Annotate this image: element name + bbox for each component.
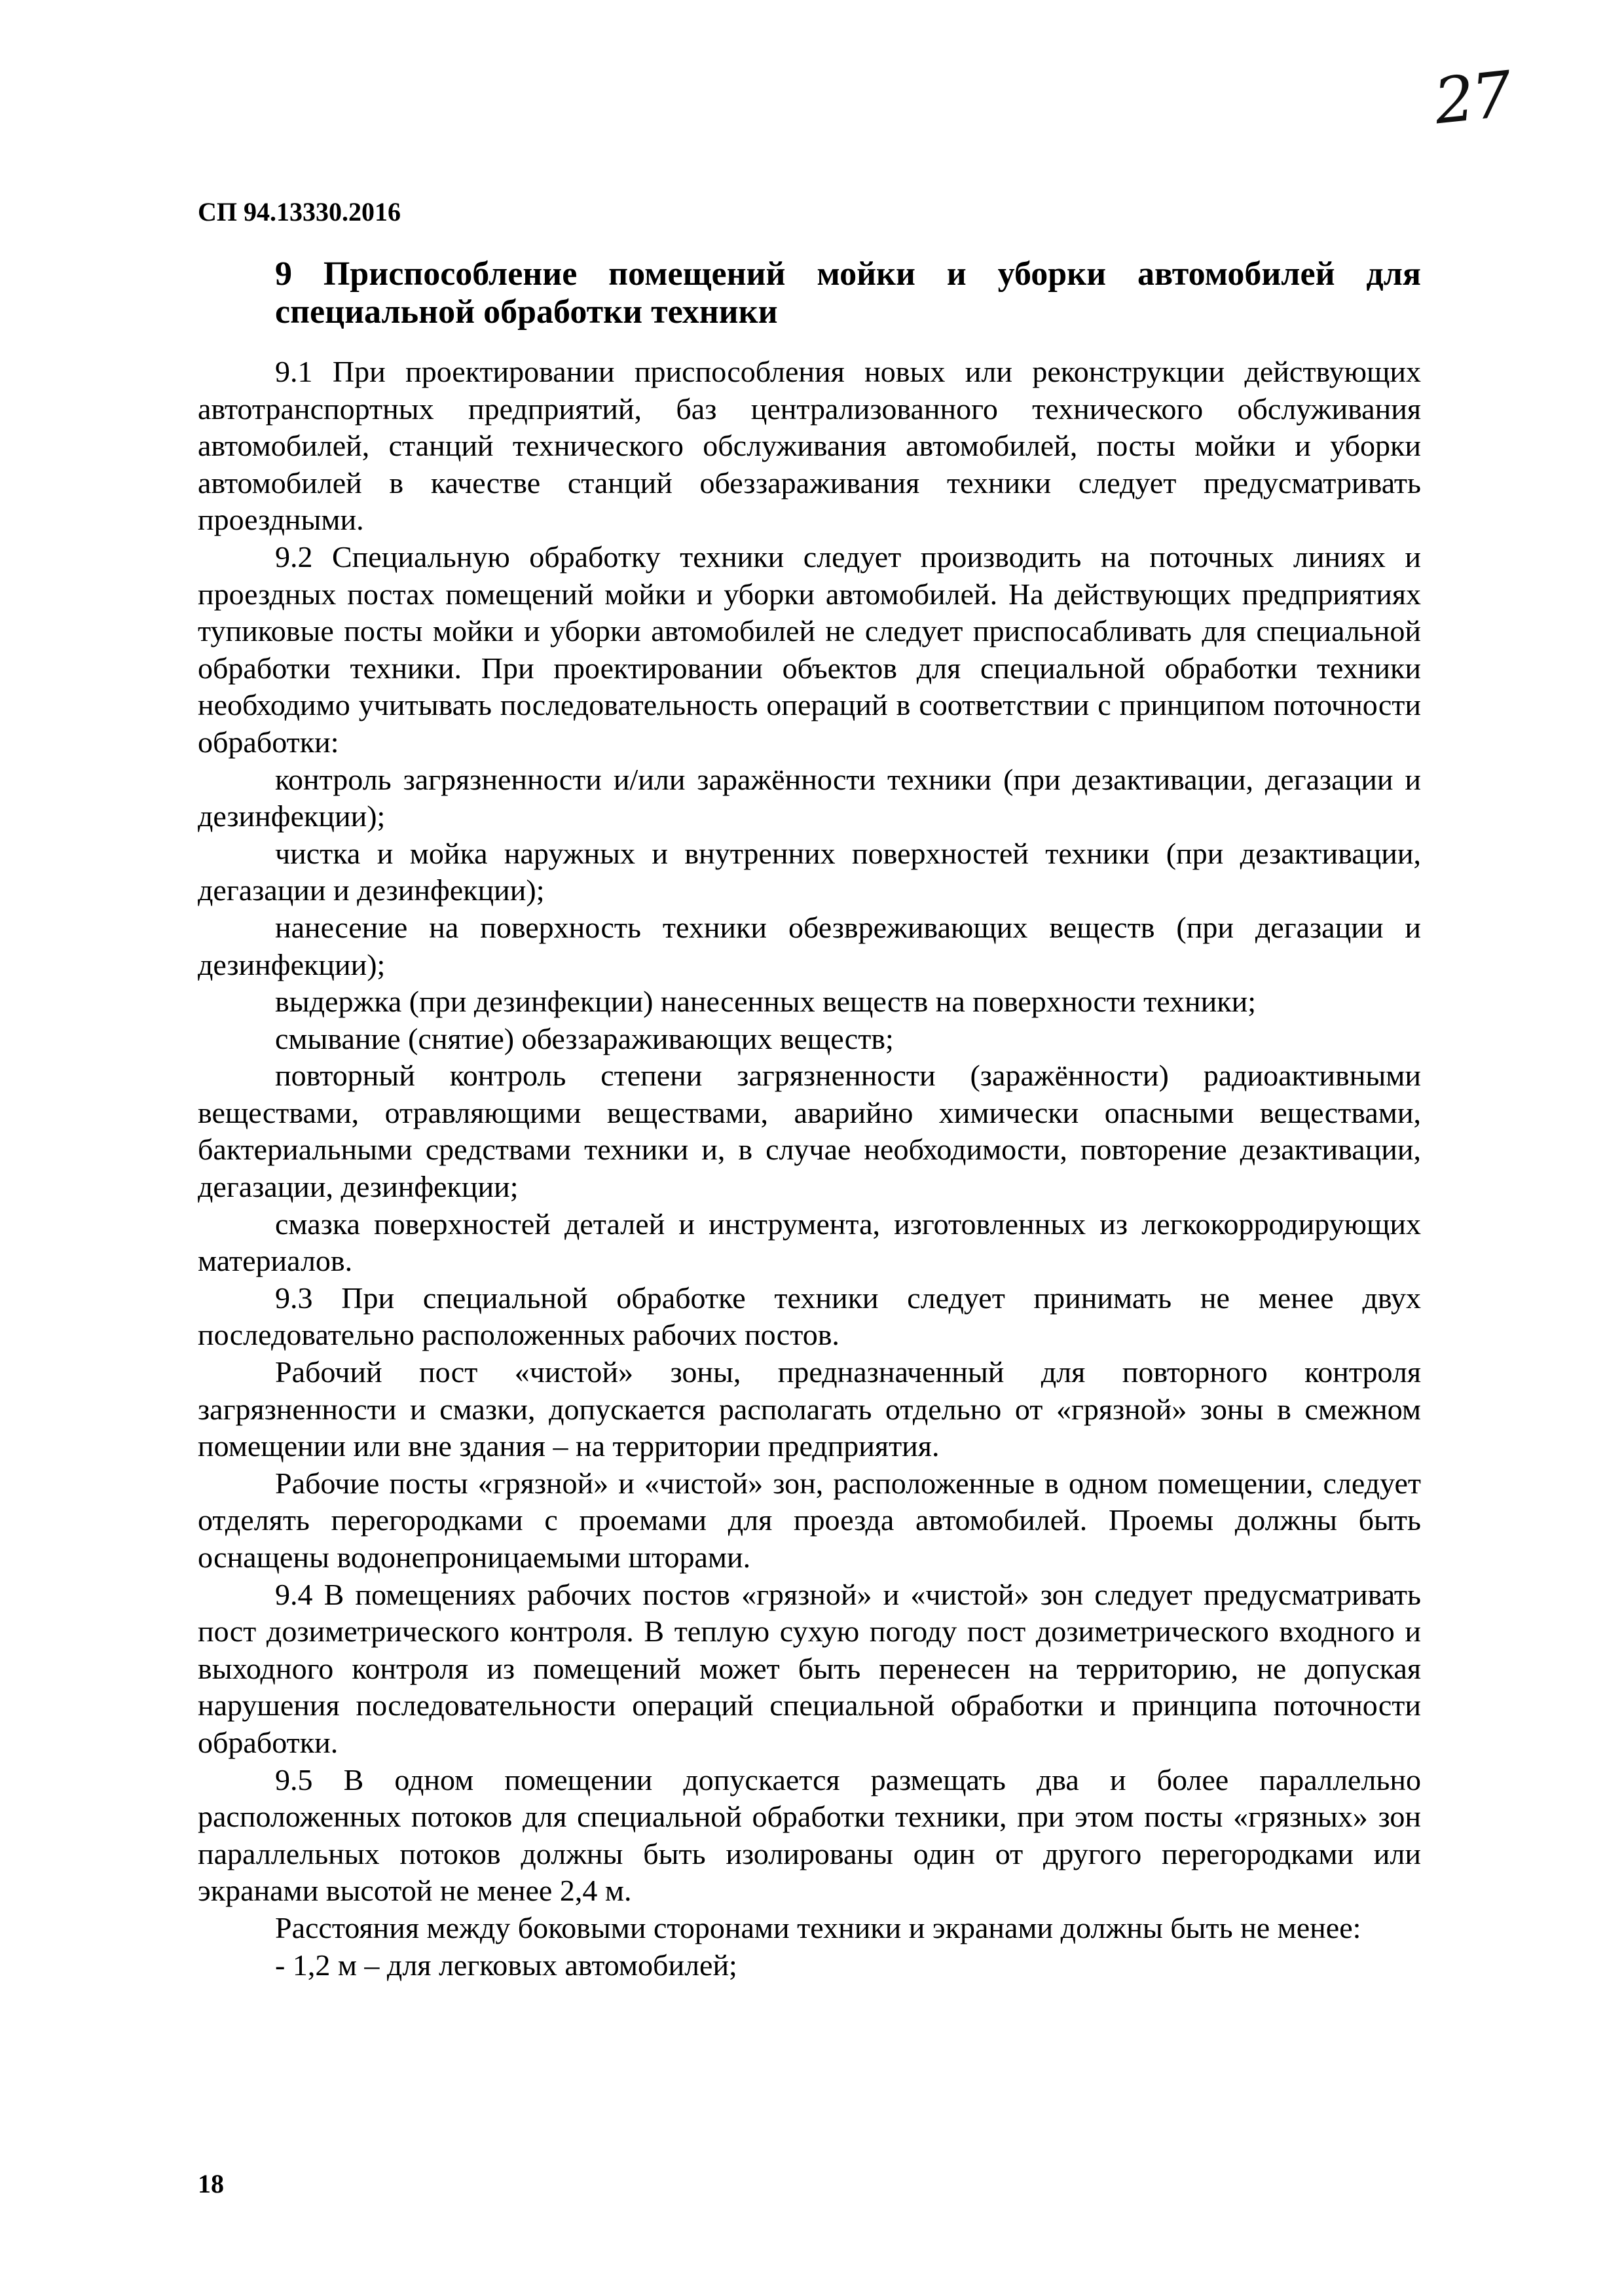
paragraph-9-4: 9.4 В помещениях рабочих постов «грязной» и «чистой» зон следует предусматривать пост дозиметрического контроля. В теплую сухую погоду пост дозиметрического входного и выходного контроля из помещений может быть перенесен на территорию, не допуская нарушения последовательности операций специальной обработки и принципа поточности обработки.	[198, 1577, 1421, 1759]
paragraph-9-5: 9.5 В одном помещении допускается размещать два и более параллельно расположенных потоков для специальной обработки техники, при этом посты «грязных» зон параллельных потоков должны быть изолированы один от другого перегородками или экранами высотой не менее 2,4 м.	[198, 1762, 1421, 1908]
paragraph-distances: Расстояния между боковыми сторонами техники и экранами должны быть не менее:	[275, 1910, 1361, 1944]
section-heading	[275, 255, 1421, 331]
page-number: 18	[198, 2169, 224, 2198]
list-item-repeat-control: повторный контроль степени загрязненности (заражённости) радиоактивными веществами, отравляющими веществами, аварийно химически опасными веществами, бактериальными средствами техники и, в случае необходимости, повторение дезактивации, дегазации, дезинфекции;	[198, 1059, 1421, 1204]
list-item-cleaning-washing: чистка и мойка наружных и внутренних поверхностей техники (при дезактивации, дегазации и дезинфекции);	[198, 836, 1421, 907]
paragraph-9-2: 9.2 Специальную обработку техники следует производить на поточных линиях и проездных постах помещений мойки и уборки автомобилей. На действующих предприятиях тупиковые посты мойки и уборки автомобилей не следует приспосабливать для специальной обработки техники. При проектировании объектов для специальной обработки техники необходимо учитывать последовательность операций в соответствии с принципом поточности обработки:	[198, 539, 1421, 759]
section-heading-line-1: 9 Приспособление помещений мойки и уборки автомобилей для	[275, 255, 1421, 293]
section-heading-line-2: специальной обработки техники	[275, 293, 778, 331]
list-item-neutralizing-application: нанесение на поверхность техники обезвреживающих веществ (при дегазации и дезинфекции);	[198, 910, 1421, 981]
handwritten-page-number: 27	[1431, 58, 1513, 139]
list-item-rinsing: смывание (снятие) обеззараживающих веществ;	[275, 1021, 894, 1055]
list-item-exposure: выдержка (при дезинфекции) нанесенных веществ на поверхности техники;	[275, 985, 1257, 1019]
document-code: СП 94.13330.2016	[198, 197, 401, 227]
list-item-passenger-cars: - 1,2 м – для легковых автомобилей;	[275, 1948, 737, 1982]
list-item-contamination-control: контроль загрязненности и/или заражённости техники (при дезактивации, дегазации и дезинфекции);	[198, 762, 1421, 833]
document-body	[198, 354, 1421, 1984]
list-item-lubrication: смазка поверхностей деталей и инструмента, изготовленных из легкокорродирующих материалов.	[198, 1207, 1421, 1278]
paragraph-clean-zone-post: Рабочий пост «чистой» зоны, предназначенный для повторного контроля загрязненности и смазки, допускается располагать отдельно от «грязной» зоны в смежном помещении или вне здания – на территории предприятия.	[198, 1355, 1421, 1463]
paragraph-9-1: 9.1 При проектировании приспособления новых или реконструкции действующих автотранспортных предприятий, баз централизованного технического обслуживания автомобилей, станций технического обслуживания автомобилей, посты мойки и уборки автомобилей в качестве станций обеззараживания техники следует предусматривать проездными.	[198, 355, 1421, 537]
paragraph-zone-partitions: Рабочие посты «грязной» и «чистой» зон, расположенные в одном помещении, следует отделять перегородками с проемами для проезда автомобилей. Проемы должны быть оснащены водонепроницаемыми шторами.	[198, 1466, 1421, 1574]
paragraph-9-3: 9.3 При специальной обработке техники следует принимать не менее двух последовательно расположенных рабочих постов.	[198, 1281, 1421, 1352]
